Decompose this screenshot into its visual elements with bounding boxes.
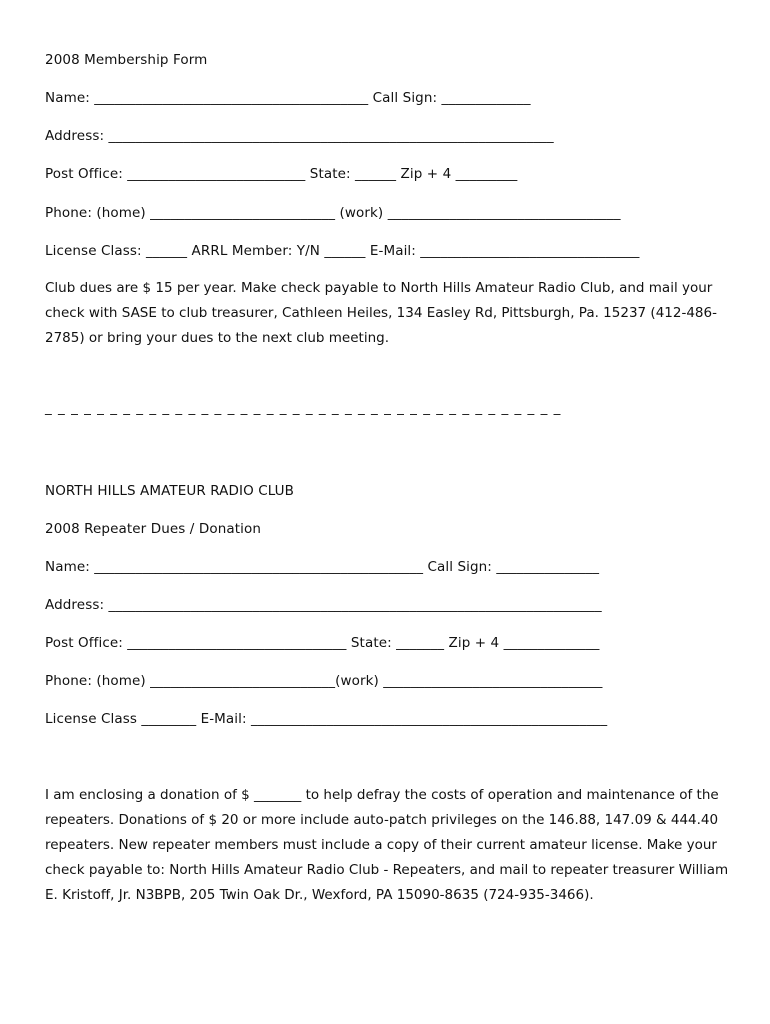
dues-line: 2785) or bring your dues to the next club meeting. bbox=[45, 330, 390, 346]
repeater-name-field: Name: ________________________________________________ Call Sign: _______________ bbox=[45, 559, 600, 575]
membership-post-office-field: Post Office: __________________________ State: ______ Zip + 4 _________ bbox=[45, 166, 518, 182]
repeater-donation-paragraph bbox=[45, 783, 730, 908]
donation-line: E. Kristoff, Jr. N3BPB, 205 Twin Oak Dr., Wexford, PA 15090-8635 (724-935-3466). bbox=[45, 887, 594, 903]
repeater-club-name: NORTH HILLS AMATEUR RADIO CLUB bbox=[45, 483, 295, 499]
repeater-license-field: License Class ________ E-Mail: ____________________________________________________ bbox=[45, 711, 608, 727]
donation-line: repeaters. Donations of $ 20 or more include auto-patch privileges on the 146.88, 147.09 & 444.40 bbox=[45, 812, 719, 828]
repeater-phone-field: Phone: (home) ___________________________(work) ________________________________ bbox=[45, 673, 603, 689]
membership-license-field: License Class: ______ ARRL Member: Y/N ______ E-Mail: ________________________________ bbox=[45, 243, 640, 259]
membership-address-field: Address: _________________________________________________________________ bbox=[45, 128, 554, 144]
dues-line: Club dues are $ 15 per year. Make check payable to North Hills Amateur Radio Club, and mail your bbox=[45, 280, 713, 296]
donation-line: I am enclosing a donation of $ _______ to help defray the costs of operation and maintenance of the bbox=[45, 787, 719, 803]
cut-line-divider: _ _ _ _ _ _ _ _ _ _ _ _ _ _ _ _ _ _ _ _ _ _ _ _ _ _ _ _ _ _ _ _ _ _ _ _ _ _ _ _ bbox=[45, 400, 561, 416]
repeater-post-office-field: Post Office: ________________________________ State: _______ Zip + 4 ______________ bbox=[45, 635, 600, 651]
membership-name-field: Name: ________________________________________ Call Sign: _____________ bbox=[45, 90, 531, 106]
repeater-form-title: 2008 Repeater Dues / Donation bbox=[45, 521, 261, 537]
membership-phone-field: Phone: (home) ___________________________ (work) __________________________________ bbox=[45, 205, 621, 221]
membership-form-title: 2008 Membership Form bbox=[45, 52, 208, 68]
dues-line: check with SASE to club treasurer, Cathleen Heiles, 134 Easley Rd, Pittsburgh, Pa. 15237 (412-486- bbox=[45, 305, 717, 321]
membership-dues-paragraph bbox=[45, 276, 730, 351]
repeater-address-field: Address: ________________________________________________________________________ bbox=[45, 597, 602, 613]
donation-line: check payable to: North Hills Amateur Radio Club - Repeaters, and mail to repeater treasurer William bbox=[45, 862, 729, 878]
donation-line: repeaters. New repeater members must include a copy of their current amateur license. Make your bbox=[45, 837, 717, 853]
